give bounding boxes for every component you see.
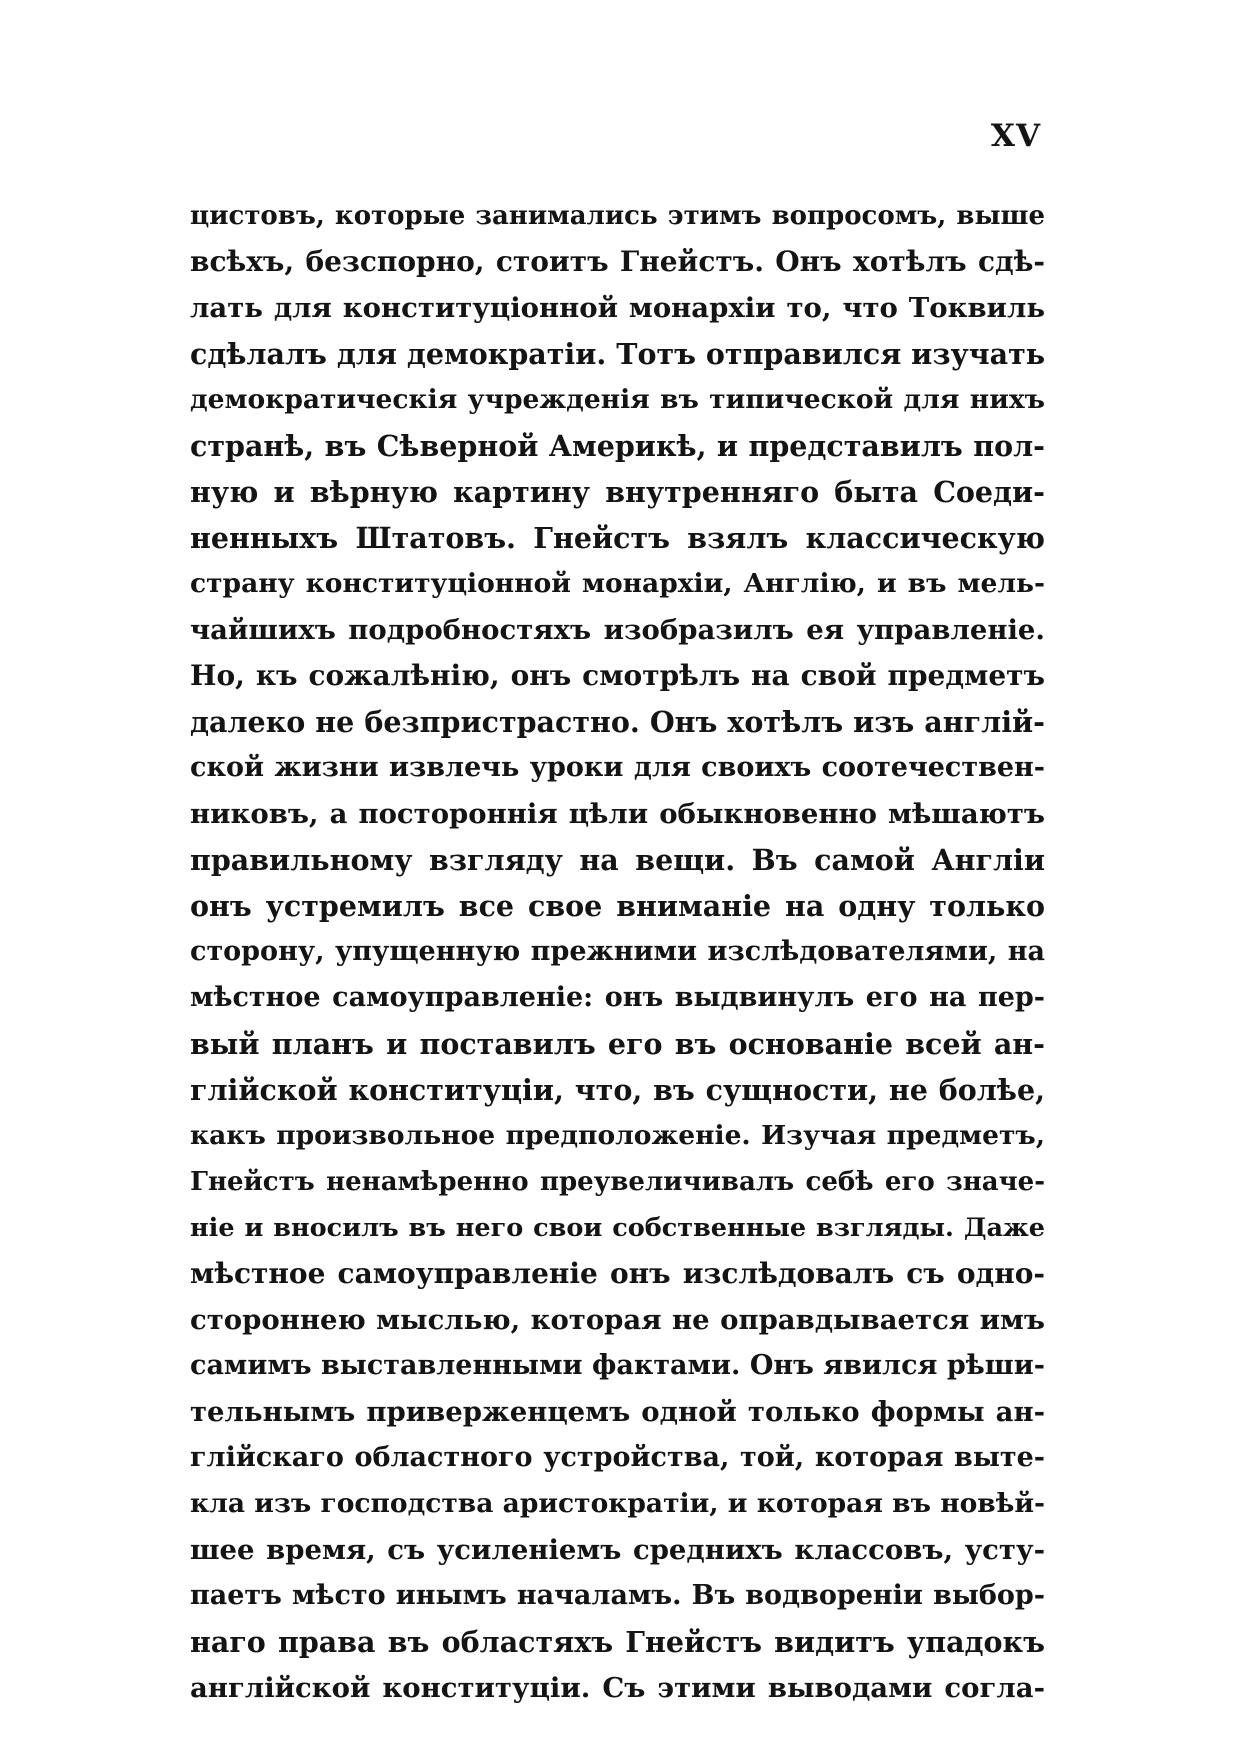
text-line: сторону, упущенную прежними изслѣдователями, на: [190, 936, 1045, 967]
text-line: цистовъ, которые занимались этимъ вопросомъ, выше: [190, 201, 1045, 231]
text-line: тельнымъ приверженцемъ одной только формы ан-: [190, 1396, 1045, 1428]
text-line: шее время, съ усиленіемъ среднихъ классовъ, усту-: [190, 1534, 1045, 1566]
text-line: чайшихъ подробностяхъ изобразилъ ея управленіе.: [190, 614, 1045, 646]
text-line: всѣхъ, безспорно, стоитъ Гнейстъ. Онъ хотѣлъ сдѣ-: [190, 245, 1045, 278]
text-line: мѣстное самоуправленіе онъ изслѣдовалъ съ одно-: [190, 1257, 1045, 1290]
text-line: мѣстное самоуправленіе: онъ выдвинулъ его на пер-: [190, 982, 1045, 1013]
text-line: онъ устремилъ все свое вниманіе на одну только: [190, 889, 1045, 923]
text-line: лать для конституціонной монархіи то, что Токвиль: [190, 292, 1045, 324]
text-line: ской жизни извлечь уроки для своихъ соотечествен-: [190, 752, 1045, 783]
text-line: странѣ, въ Сѣверной Америкѣ, и представилъ пол-: [190, 429, 1045, 463]
text-line: ніе и вносилъ въ него свои собственные взгляды. Даже: [190, 1213, 1045, 1243]
text-line: никовъ, а постороннія цѣли обыкновенно мѣшаютъ: [190, 798, 1045, 830]
text-line: ную и вѣрную картину внутренняго быта Соеди-: [190, 475, 1045, 509]
text-line: наго права въ областяхъ Гнейстъ видитъ упадокъ: [190, 1625, 1045, 1659]
body-text: [190, 193, 1045, 1711]
text-line: демократическія учрежденія въ типической для нихъ: [190, 384, 1045, 415]
text-line: глійскаго областного устройства, той, которая выте-: [190, 1442, 1045, 1473]
text-line: вый планъ и поставилъ его въ основаніе всей ан-: [190, 1027, 1045, 1061]
text-line: какъ произвольное предположеніе. Изучая предметъ,: [190, 1120, 1045, 1151]
text-line: сдѣлалъ для демократіи. Тотъ отправился изучать: [190, 337, 1046, 371]
text-line: страну конституціонной монархіи, Англію, и въ мель-: [190, 568, 1045, 599]
page-number: XV: [990, 118, 1041, 154]
text-line: кла изъ господства аристократіи, и которая въ новѣй-: [190, 1488, 1045, 1519]
text-line: далеко не безпристрастно. Онъ хотѣлъ изъ англій-: [190, 705, 1045, 739]
text-line: Гнейстъ ненамѣренно преувеличивалъ себѣ его значе-: [190, 1167, 1045, 1197]
text-line: самимъ выставленными фактами. Онъ явился рѣши-: [190, 1350, 1045, 1381]
text-line: Но, къ сожалѣнію, онъ смотрѣлъ на свой предметъ: [190, 659, 1045, 692]
text-line: ненныхъ Штатовъ. Гнейстъ взялъ классическую: [190, 521, 1045, 555]
text-line: англійской конституціи. Съ этими выводами согла-: [190, 1672, 1045, 1704]
text-line: паетъ мѣсто инымъ началамъ. Въ водвореніи выбор-: [190, 1580, 1045, 1611]
text-line: правильному взгляду на вещи. Въ самой Англіи: [190, 843, 1045, 877]
text-line: глійской конституціи, что, въ сущности, не болѣе,: [190, 1073, 1045, 1107]
text-line: стороннею мыслью, которая не оправдывается имъ: [190, 1304, 1045, 1336]
